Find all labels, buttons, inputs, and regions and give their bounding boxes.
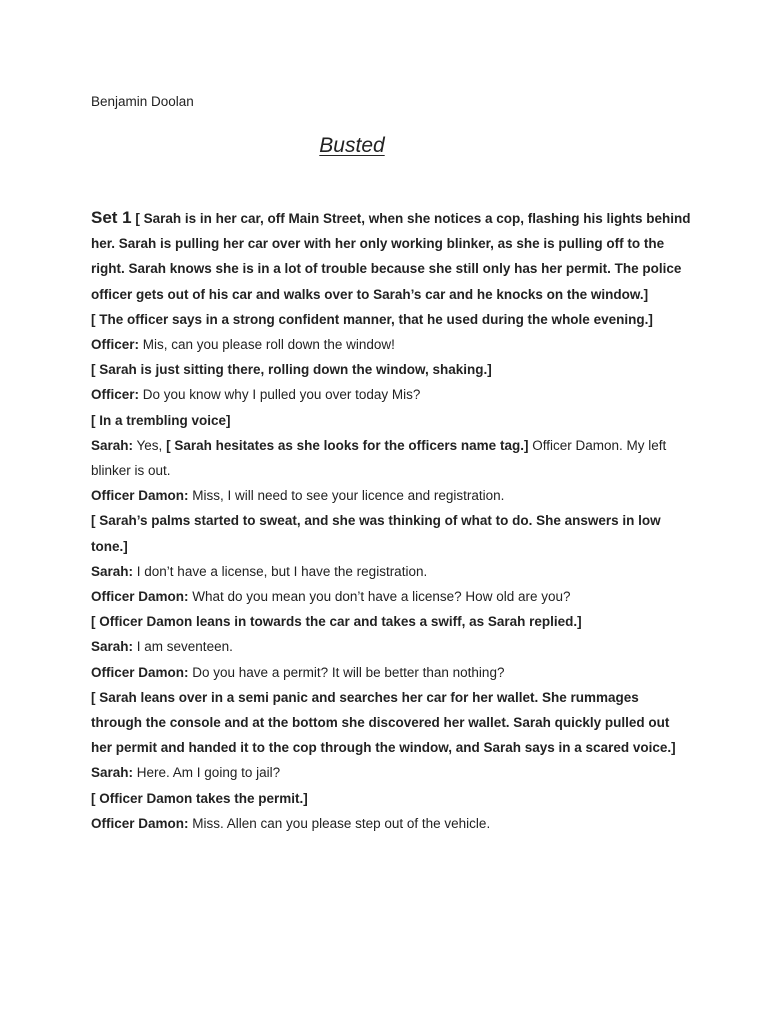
speaker-name: Sarah: [91,563,134,579]
inline-stage-direction: [ Sarah hesitates as she looks for the officers name tag.] [166,437,529,453]
dialogue-line [91,382,691,407]
stage-direction: [ Officer Damon leans in towards the car and takes a swiff, as Sarah replied.] [91,614,582,630]
author-name: Benjamin Doolan [91,94,194,109]
stage-direction: [ Sarah’s palms started to sweat, and she was thinking of what to do. She answers in low tone.] [91,513,661,554]
document-title: Busted [319,134,385,157]
dialogue-text: Yes, [133,437,167,453]
set-intro-paragraph [91,205,691,307]
dialogue-line [91,760,691,785]
dialogue-text: Mis, can you please roll down the window! [139,337,395,353]
stage-direction: [ The officer says in a strong confident manner, that he used during the whole evening.] [91,311,653,327]
dialogue-line [91,559,691,584]
speaker-name: Officer: [91,337,140,353]
stage-direction: [ In a trembling voice] [91,412,231,428]
speaker-name: Sarah: [91,639,134,655]
dialogue-line [91,584,691,609]
dialogue-line [91,660,691,685]
stage-direction: [ Officer Damon takes the permit.] [91,790,308,806]
set-intro-direction: [ Sarah is in her car, off Main Street, when she notices a cop, flashing his lights behind her. Sarah is pulling her car over with her only working blinker, as she is pulling off to the right. Sarah knows she is in a lot of trouble because she still only has her permit. The police officer gets out of his car and walks over to Sarah’s car and he knocks on the window.] [91,211,691,302]
dialogue-line [91,811,691,836]
dialogue-line [91,634,691,659]
speaker-name: Sarah: [91,437,134,453]
dialogue-line [91,332,691,357]
speaker-name: Officer Damon: [91,488,189,504]
speaker-name: Officer: [91,387,140,403]
dialogue-text: Miss, I will need to see your licence and registration. [188,488,505,504]
stage-direction: [ Sarah leans over in a semi panic and searches her car for her wallet. She rummages through the console and at the bottom she discovered her wallet. Sarah quickly pulled out her permit and handed it to the cop through the window, and Sarah says in a scared voice.] [91,689,676,756]
dialogue-text: Do you have a permit? It will be better than nothing? [188,664,505,680]
dialogue-text: Miss. Allen can you please step out of the vehicle. [188,815,491,831]
dialogue-text: I don’t have a license, but I have the registration. [133,563,428,579]
dialogue-text: I am seventeen. [133,639,233,655]
set-label: Set 1 [91,208,132,227]
dialogue-text: What do you mean you don’t have a license? How old are you? [188,589,571,605]
stage-direction: [ Sarah is just sitting there, rolling down the window, shaking.] [91,362,492,378]
script-body [91,205,691,836]
speaker-name: Officer Damon: [91,815,189,831]
dialogue-text: Here. Am I going to jail? [133,765,281,781]
dialogue-text: Do you know why I pulled you over today Mis? [139,387,421,403]
dialogue-line [91,433,691,483]
dialogue-text: Officer Damon. My left blinker is out. [91,437,667,479]
speaker-name: Officer Damon: [91,664,189,680]
speaker-name: Officer Damon: [91,589,189,605]
dialogue-line [91,483,691,508]
speaker-name: Sarah: [91,765,134,781]
